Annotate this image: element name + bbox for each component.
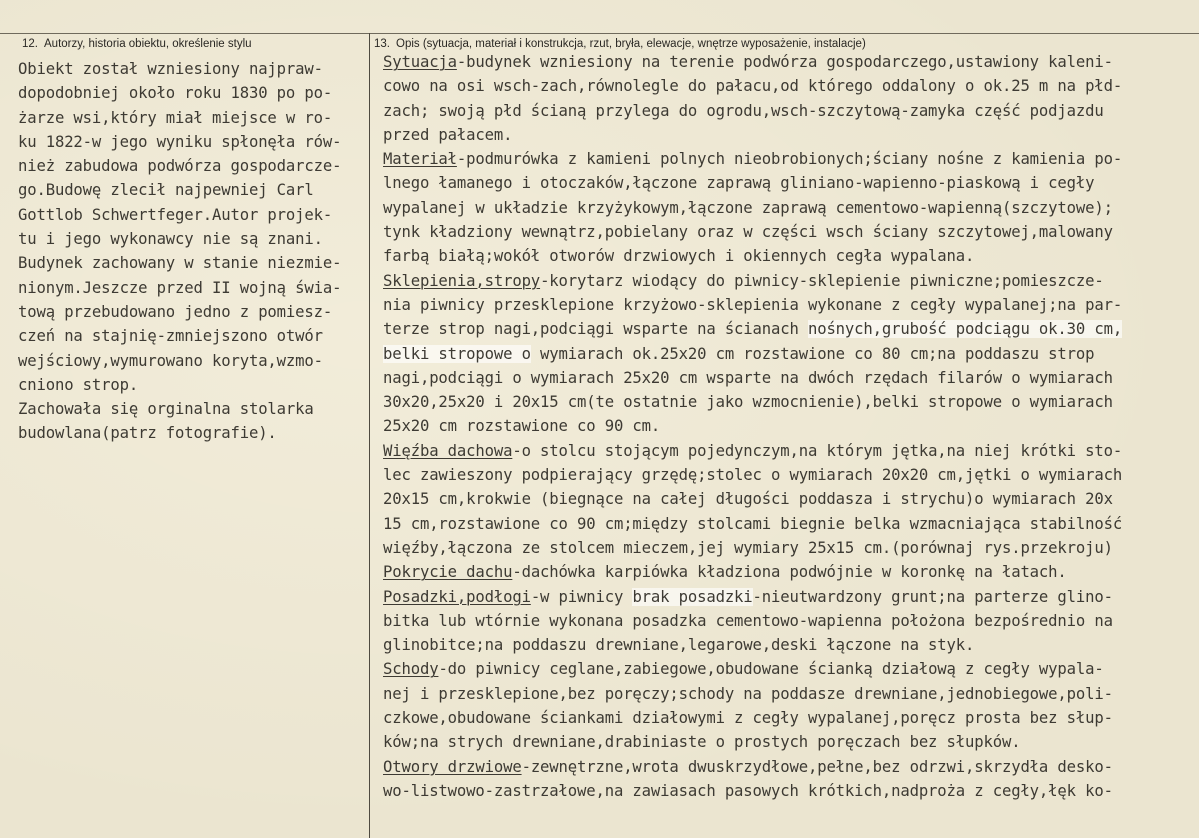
text-line (383, 317, 1193, 341)
text-line (383, 730, 1193, 754)
line-text: lec zawieszony podpierający grzędę;stolec o wymiarach 20x20 cm,jętki o wymiarach (383, 466, 1123, 485)
run-in-heading: Schody (383, 660, 439, 679)
text-line: Zachowała się orginalna stolarka (18, 400, 314, 419)
text-line (383, 390, 1193, 414)
line-text: farbą białą;wokół otworów drzwiowych i okiennych cegła wypalana. (383, 247, 975, 266)
line-text: czkowe,obudowane ściankami działowymi z cegły wypalanej,poręcz prosta bez słup- (383, 709, 1113, 728)
line-text: -nieutwardzony grunt;na parterze glino- (752, 587, 1113, 606)
text-line: Obiekt został wzniesiony najpraw- (18, 60, 323, 78)
section-12-title: Autorzy, historia obiektu, określenie stylu (44, 38, 252, 50)
run-in-heading: Posadzki,podłogi (383, 587, 531, 606)
run-in-heading: Pokrycie dachu (383, 563, 513, 582)
text-line: cniono strop. (18, 375, 139, 394)
text-line: nież zabudowa podwórza gospodarcze- (18, 157, 342, 176)
text-line (383, 657, 1193, 681)
line-text: -budynek wzniesiony na terenie podwórza gospodarczego,ustawiony kaleni- (456, 53, 1113, 71)
text-line: budowlana(patrz fotografie). (18, 424, 277, 443)
line-text: 30x20,25x20 i 20x15 cm(te ostatnie jako wzmocnienie),belki stropowe o wymiarach (383, 393, 1113, 412)
text-line (383, 536, 1193, 560)
text-line (383, 123, 1193, 147)
text-line: nionym.Jeszcze przed II wojną świa- (18, 278, 342, 297)
text-line (383, 779, 1193, 803)
section-13-heading (374, 38, 866, 50)
section-12-text (18, 57, 341, 446)
line-text: 20x15 cm,krokwie (biegnące na całej długości poddasza i strychu)o wymiarach 20x (383, 490, 1113, 509)
header-rule (0, 33, 1199, 34)
run-in-heading: Sytuacja (383, 53, 457, 71)
section-13-title: Opis (sytuacja, materiał i konstrukcja, rzut, bryła, elewacje, wnętrze wyposażenie, instalacje) (396, 38, 866, 50)
section-13-number: 13. (374, 38, 390, 50)
line-text: nej i przesklepione,bez poręczy;schody na poddasze drewniane,jednobiegowe,poli- (383, 684, 1113, 703)
text-line (383, 755, 1193, 779)
text-line: Budynek zachowany w stanie niezmie- (18, 254, 342, 273)
text-line (383, 74, 1193, 98)
line-text: -do piwnicy ceglane,zabiegowe,obudowane ścianką działową z cegły wypala- (438, 660, 1104, 679)
highlighted-text: belki stropowe o (383, 344, 531, 363)
text-line (383, 439, 1193, 463)
text-line (383, 269, 1193, 293)
text-line (383, 196, 1193, 220)
highlighted-text: nośnych,grubość podciągu ok.30 cm, (807, 320, 1123, 339)
text-line: ku 1822-w jego wyniku spłonęła rów- (18, 132, 342, 151)
line-text: więźby,łączona ze stolcem mieczem,jej wymiary 25x15 cm.(porównaj rys.przekroju) (383, 538, 1113, 557)
text-line (383, 512, 1193, 536)
text-line (383, 342, 1193, 366)
text-line: Gottlob Schwertfeger.Autor projek- (18, 205, 333, 224)
line-text: wymiarach ok.25x20 cm rozstawione co 80 cm;na poddaszu strop (530, 344, 1095, 363)
text-line: dopodobniej około roku 1830 po po- (18, 84, 333, 103)
text-line (383, 414, 1193, 438)
section-13-text (383, 50, 1193, 803)
text-line (383, 171, 1193, 195)
text-line (383, 220, 1193, 244)
line-text: wo-listwowo-zastrzałowe,na zawiasach pasowych krótkich,nadproża z cegły,łęk ko- (383, 781, 1113, 800)
text-line: wejściowy,wymurowano koryta,wzmo- (18, 351, 323, 370)
highlighted-text: brak posadzki (632, 587, 753, 606)
text-line (383, 293, 1193, 317)
text-line (383, 706, 1193, 730)
line-text: tynk kładziony wewnątrz,pobielany oraz w części wsch ściany szczytowej,malowany (383, 223, 1113, 242)
line-text: nia piwnicy przesklepione krzyżowo-sklepienia wykonane z cegły wypalanej;na par- (383, 295, 1123, 314)
line-text: nagi,podciągi o wymiarach 25x20 cm wsparte na dwóch rzędach filarów o wymiarach (383, 368, 1113, 387)
line-text: 15 cm,rozstawione co 90 cm;między stolcami biegnie belka wzmacniająca stabilność (383, 514, 1123, 533)
line-text: -o stolcu stojącym pojedynczym,na którym jętka,na niej krótki sto- (512, 441, 1123, 460)
run-in-heading: Materiał (383, 150, 457, 169)
text-line (383, 463, 1193, 487)
line-text: terze strop nagi,podciągi wsparte na ścianach (383, 320, 808, 339)
run-in-heading: Więźba dachowa (383, 441, 513, 460)
line-text: cowo na osi wsch-zach,równolegle do pałacu,od którego oddalony o ok.25 m na płd- (383, 77, 1123, 96)
line-text: -dachówka karpiówka kładziona podwójnie w koronkę na łatach. (512, 563, 1067, 582)
text-line (383, 560, 1193, 584)
text-line (383, 487, 1193, 511)
line-text: zach; swoją płd ścianą przylega do ogrodu,wsch-szczytową-zamyka część podjazdu (383, 101, 1104, 120)
text-line: żarze wsi,który miał miejsce w ro- (18, 108, 333, 127)
line-text: -w piwnicy (530, 587, 633, 606)
section-12-heading (22, 38, 252, 50)
text-line (383, 585, 1193, 609)
line-text: -podmurówka z kamieni polnych nieobrobionych;ściany nośne z kamienia po- (456, 150, 1123, 169)
line-text: ków;na strych drewniane,drabiniaste o prostych poręczach bez słupków. (383, 733, 1021, 752)
text-line: tu i jego wykonawcy nie są znani. (18, 230, 323, 249)
line-text: -korytarz wiodący do piwnicy-sklepienie piwniczne;pomieszcze- (540, 271, 1104, 290)
text-line: go.Budowę zlecił najpewniej Carl (18, 181, 314, 200)
run-in-heading: Sklepienia,stropy (383, 271, 541, 290)
text-line (383, 633, 1193, 657)
line-text: glinobitce;na poddaszu drewniane,legarowe,deski łączone na styk. (383, 636, 975, 655)
line-text: -zewnętrzne,wrota dwuskrzydłowe,pełne,bez odrzwi,skrzydła desko- (521, 757, 1113, 776)
column-divider (369, 33, 370, 838)
text-line (383, 682, 1193, 706)
text-line (383, 366, 1193, 390)
text-line: tową przebudowano jedno z pomiesz- (18, 302, 333, 321)
text-line (383, 50, 1193, 74)
line-text: lnego łamanego i otoczaków,łączone zaprawą gliniano-wapienno-piaskową i cegły (383, 174, 1095, 193)
text-line (383, 609, 1193, 633)
text-line: czeń na stajnię-zmniejszono otwór (18, 327, 323, 346)
line-text: bitka lub wtórnie wykonana posadzka cementowo-wapienna położona bezpośrednio na (383, 611, 1113, 630)
section-12-number: 12. (22, 38, 38, 50)
text-line (383, 147, 1193, 171)
line-text: przed pałacem. (383, 125, 513, 144)
text-line (383, 99, 1193, 123)
text-line (383, 244, 1193, 268)
line-text: wypalanej w układzie krzyżykowym,łączone zaprawą cementowo-wapienną(szczytowe); (383, 198, 1113, 217)
line-text: 25x20 cm rozstawione co 90 cm. (383, 417, 661, 436)
run-in-heading: Otwory drzwiowe (383, 757, 522, 776)
